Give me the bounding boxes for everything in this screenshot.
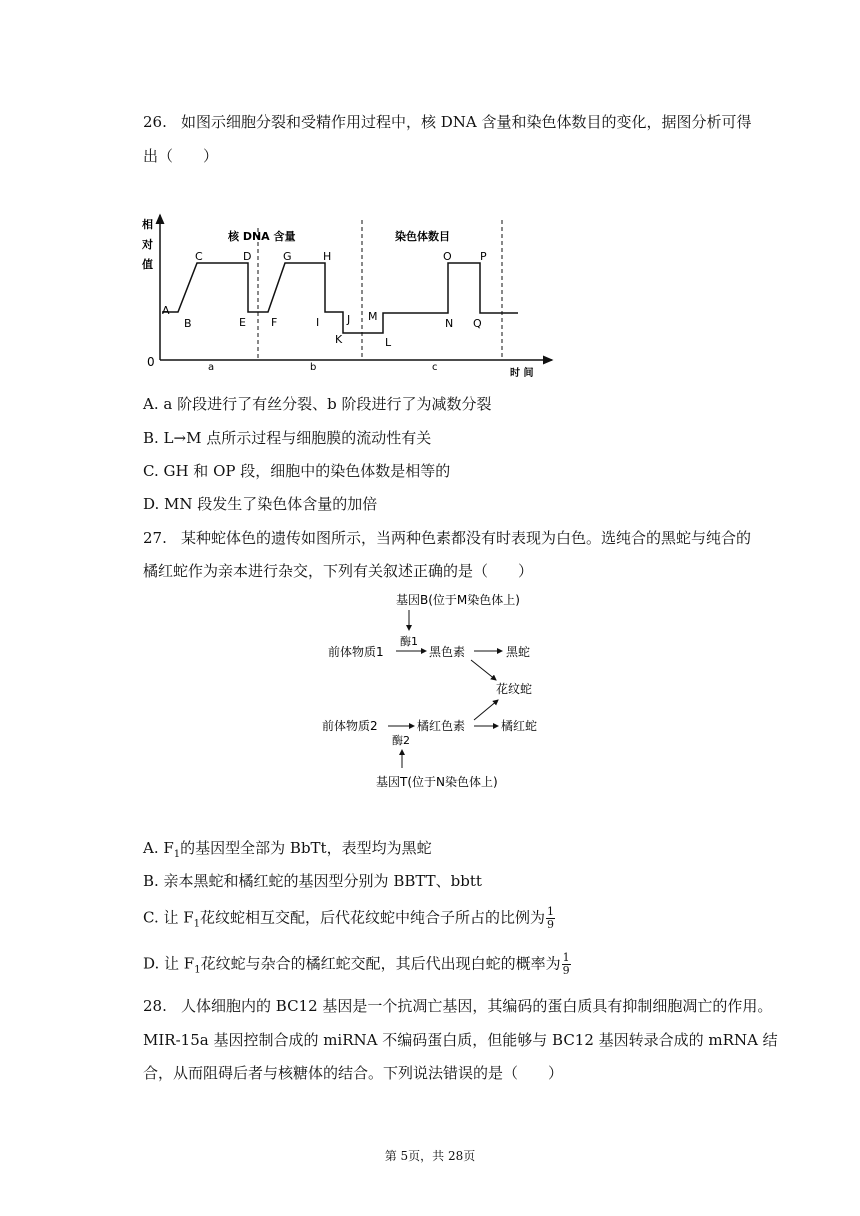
- precursor2-label: 前体物质2: [322, 719, 378, 733]
- fraction-one-ninth: $\frac{1}{9}$: [547, 905, 555, 931]
- arrow-orange-to-pattern: [474, 700, 498, 720]
- point-Q: Q: [473, 317, 482, 330]
- phase-b-label: b: [310, 362, 317, 373]
- fraction-one-ninth: $\frac{1}{9}$: [562, 951, 570, 977]
- point-D: D: [243, 250, 252, 263]
- point-F: F: [271, 316, 278, 329]
- point-A: A: [162, 304, 170, 317]
- q27-option-c: C. 让 $F_1$花纹蛇相互交配，后代花纹蛇中纯合子所占的比例为 $\frac{1}{9}$: [143, 905, 555, 931]
- question-number: 28.: [143, 997, 167, 1015]
- gene-t-label: 基因T(位于N染色体上): [376, 775, 498, 789]
- q27-stem-line1: 27. 某种蛇体色的遗传如图所示，当两种色素都没有时表现为白色。选纯合的黑蛇与纯合的: [143, 529, 752, 547]
- q26-option-b: B. L→M 点所示过程与细胞膜的流动性有关: [143, 429, 432, 447]
- q28-line3: 合，从而阻碍后者与核糖体的结合。下列说法错误的是（ ）: [143, 1064, 564, 1082]
- q27-option-a: A. $F_1$的基因型全部为 BbTt，表型均为黑蛇: [143, 839, 432, 860]
- x-axis-label: 时 间: [510, 368, 534, 379]
- point-K: K: [335, 333, 343, 346]
- dna-curve: [162, 263, 362, 333]
- q27-stem-line2: 橘红蛇作为亲本进行杂交，下列有关叙述正确的是（ ）: [143, 562, 534, 580]
- q26-option-c: C. GH 和 OP 段，细胞中的染色体数是相等的: [143, 462, 451, 480]
- section-dna-label: 核 DNA 含量: [228, 230, 296, 243]
- point-I: I: [316, 316, 320, 329]
- point-H: H: [323, 250, 332, 263]
- point-M: M: [368, 310, 378, 323]
- black-pigment-label: 黑色素: [429, 645, 466, 659]
- pattern-snake-label: 花纹蛇: [496, 682, 533, 696]
- orange-snake-label: 橘红蛇: [501, 719, 538, 733]
- enzyme2-label: 酶2: [392, 734, 410, 747]
- point-N: N: [445, 317, 454, 330]
- q28-line1: 28. 人体细胞内的 BC12 基因是一个抗凋亡基因，其编码的蛋白质具有抑制细胞凋亡的作用。: [143, 997, 773, 1015]
- phase-c-label: c: [432, 362, 438, 373]
- point-E: E: [239, 316, 246, 329]
- arrow-black-to-pattern: [471, 660, 496, 680]
- section-chrom-label: 染色体数目: [395, 230, 450, 243]
- dna-chromosome-graph: [140, 210, 560, 385]
- q26-stem-line1: 26. 如图示细胞分裂和受精作用过程中，核 DNA 含量和染色体数目的变化，据图分析可得: [143, 113, 752, 131]
- question-number: 26.: [143, 113, 167, 131]
- q26-stem-line2: 出（ ）: [143, 147, 219, 165]
- precursor1-label: 前体物质1: [328, 645, 384, 659]
- y-label-1: 相: [142, 218, 153, 231]
- point-L: L: [385, 336, 392, 349]
- point-B: B: [184, 317, 192, 330]
- point-O: O: [443, 250, 452, 263]
- question-number: 27.: [143, 529, 167, 547]
- phase-a-label: a: [208, 362, 215, 373]
- point-P: P: [480, 250, 487, 263]
- y-label-3: 值: [142, 258, 153, 271]
- q26-option-a: A. a 阶段进行了有丝分裂、b 阶段进行了为减数分裂: [143, 395, 492, 413]
- point-G: G: [283, 250, 292, 263]
- origin-label: 0: [147, 355, 155, 369]
- chromosome-curve: [362, 263, 518, 333]
- enzyme1-label: 酶1: [400, 635, 418, 648]
- gene-b-label: 基因B(位于M染色体上): [396, 593, 520, 607]
- q27-option-d: D. 让 $F_1$花纹蛇与杂合的橘红蛇交配，其后代出现白蛇的概率为 $\frac{1}{9}$: [143, 951, 570, 977]
- point-C: C: [195, 250, 203, 263]
- point-J: J: [347, 313, 351, 326]
- black-snake-label: 黑蛇: [506, 645, 531, 659]
- q28-line2: MIR-15a 基因控制合成的 miRNA 不编码蛋白质，但能够与 BC12 基因转录合成的 mRNA 结: [143, 1031, 778, 1049]
- page-footer: 第 5页，共 28页: [384, 1149, 476, 1163]
- y-label-2: 对: [142, 238, 153, 251]
- orange-pigment-label: 橘红色素: [417, 719, 466, 733]
- snake-color-pathway-diagram: [316, 588, 556, 798]
- q27-option-b: B. 亲本黑蛇和橘红蛇的基因型分别为 BBTT、bbtt: [143, 872, 482, 890]
- q26-option-d: D. MN 段发生了染色体含量的加倍: [143, 495, 378, 513]
